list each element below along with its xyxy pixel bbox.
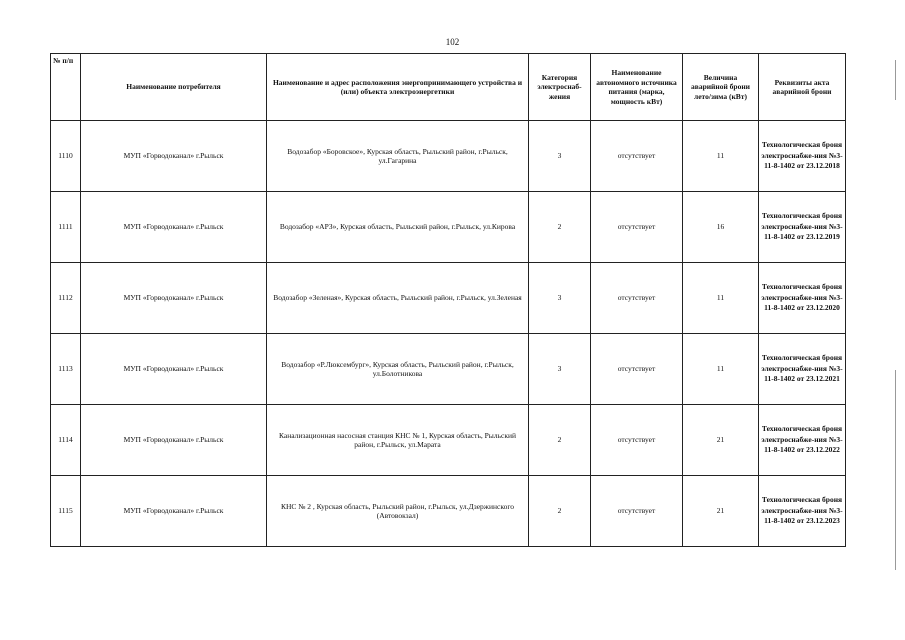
row-source: отсутствует (591, 405, 683, 476)
page-number: 102 (445, 37, 460, 47)
header-source: Наименование автономного источника питания (марка, мощность кВт) (591, 54, 683, 121)
row-consumer: МУП «Горводоканал» г.Рыльск (81, 405, 267, 476)
table-row (51, 405, 846, 476)
row-consumer: МУП «Горводоканал» г.Рыльск (81, 121, 267, 192)
row-consumer: МУП «Горводоканал» г.Рыльск (81, 476, 267, 547)
row-source: отсутствует (591, 263, 683, 334)
row-act: Технологическая броня электроснабже-ния №3-11-8-1402 от 23.12.2023 (759, 476, 846, 547)
row-address: КНС № 2 , Курская область, Рыльский район, г.Рыльск, ул.Дзержинского (Автовокзал) (267, 476, 529, 547)
row-address: Водозабор «АРЗ», Курская область, Рыльский район, г.Рыльск, ул.Кирова (267, 192, 529, 263)
table-row (51, 334, 846, 405)
row-source: отсутствует (591, 476, 683, 547)
header-category: Категория электроснаб-жения (529, 54, 591, 121)
header-number: № п/п (51, 54, 81, 121)
row-address: Водозабор «Р.Люксембург», Курская область, Рыльский район, г.Рыльск, ул.Болотникова (267, 334, 529, 405)
row-source: отсутствует (591, 334, 683, 405)
row-category: 2 (529, 476, 591, 547)
table-row (51, 476, 846, 547)
row-address: Канализационная насосная станция КНС № 1, Курская область, Рыльский район, г.Рыльск, ул.Марата (267, 405, 529, 476)
row-consumer: МУП «Горводоканал» г.Рыльск (81, 334, 267, 405)
row-reserve: 21 (683, 405, 759, 476)
row-consumer: МУП «Горводоканал» г.Рыльск (81, 263, 267, 334)
row-act: Технологическая броня электроснабже-ния №3-11-8-1402 от 23.12.2018 (759, 121, 846, 192)
row-act: Технологическая броня электроснабже-ния №3-11-8-1402 от 23.12.2019 (759, 192, 846, 263)
row-category: 3 (529, 334, 591, 405)
table-row (51, 121, 846, 192)
header-address: Наименование и адрес расположения энергопринимающего устройства и (или) объекта электроэнергетики (267, 54, 529, 121)
header-consumer: Наименование потребителя (81, 54, 267, 121)
row-category: 2 (529, 192, 591, 263)
row-category: 2 (529, 405, 591, 476)
row-category: 3 (529, 121, 591, 192)
row-act: Технологическая броня электроснабже-ния №3-11-8-1402 от 23.12.2021 (759, 334, 846, 405)
row-source: отсутствует (591, 192, 683, 263)
row-consumer: МУП «Горводоканал» г.Рыльск (81, 192, 267, 263)
row-number: 1111 (51, 192, 81, 263)
row-address: Водозабор «Боровское», Курская область, Рыльский район, г.Рыльск, ул.Гагарина (267, 121, 529, 192)
row-reserve: 21 (683, 476, 759, 547)
row-category: 3 (529, 263, 591, 334)
header-reserve: Величина аварийной брони лето/зима (кВт) (683, 54, 759, 121)
row-act: Технологическая броня электроснабже-ния №3-11-8-1402 от 23.12.2020 (759, 263, 846, 334)
row-number: 1113 (51, 334, 81, 405)
row-reserve: 16 (683, 192, 759, 263)
scan-edge-mark (895, 370, 896, 570)
row-reserve: 11 (683, 334, 759, 405)
row-number: 1115 (51, 476, 81, 547)
row-act: Технологическая броня электроснабже-ния №3-11-8-1402 от 23.12.2022 (759, 405, 846, 476)
header-row (51, 54, 846, 121)
row-reserve: 11 (683, 121, 759, 192)
table-row (51, 192, 846, 263)
row-number: 1112 (51, 263, 81, 334)
table-row (51, 263, 846, 334)
row-source: отсутствует (591, 121, 683, 192)
row-reserve: 11 (683, 263, 759, 334)
row-address: Водозабор «Зеленая», Курская область, Рыльский район, г.Рыльск, ул.Зеленая (267, 263, 529, 334)
header-act: Реквизиты акта аварийной брони (759, 54, 846, 121)
scan-edge-mark (895, 60, 896, 100)
row-number: 1114 (51, 405, 81, 476)
row-number: 1110 (51, 121, 81, 192)
reserve-table (50, 53, 846, 547)
